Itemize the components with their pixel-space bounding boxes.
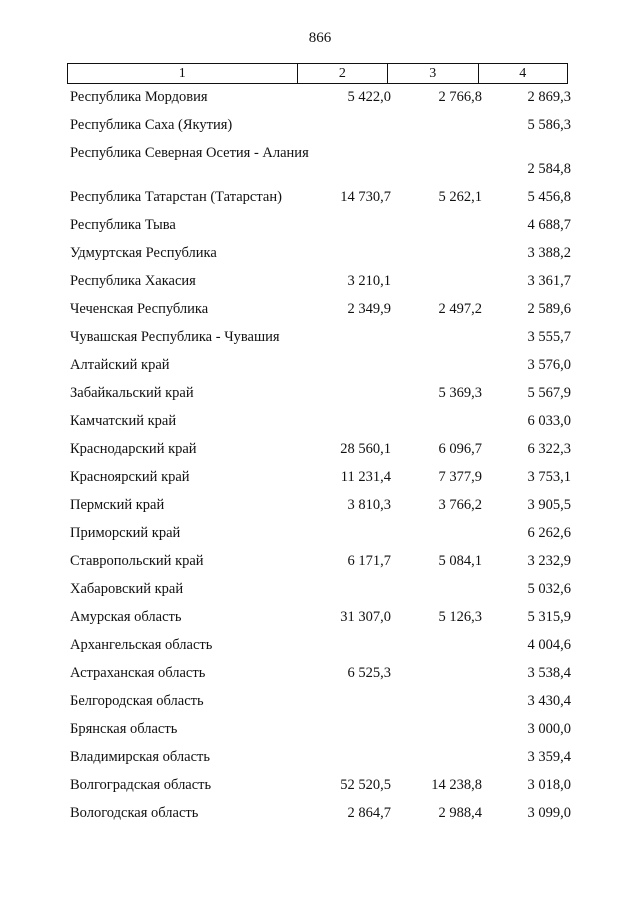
value-c2: 28 560,1 bbox=[340, 441, 391, 457]
value-c4: 3 232,9 bbox=[527, 553, 571, 569]
region-name: Астраханская область bbox=[70, 665, 206, 681]
value-c3: 5 369,3 bbox=[438, 385, 482, 401]
value-c2: 2 864,7 bbox=[347, 805, 391, 821]
table-row bbox=[0, 184, 640, 212]
value-c4: 3 361,7 bbox=[527, 273, 571, 289]
value-c2: 31 307,0 bbox=[340, 609, 391, 625]
value-c4: 6 322,3 bbox=[527, 441, 571, 457]
value-c3: 6 096,7 bbox=[438, 441, 482, 457]
value-c4: 5 567,9 bbox=[527, 385, 571, 401]
table-row bbox=[0, 492, 640, 520]
value-c4: 3 000,0 bbox=[527, 721, 571, 737]
value-c3: 5 126,3 bbox=[438, 609, 482, 625]
value-c4: 3 538,4 bbox=[527, 665, 571, 681]
table-row bbox=[0, 604, 640, 632]
value-c4: 6 262,6 bbox=[527, 525, 571, 541]
value-c4: 3 430,4 bbox=[527, 693, 571, 709]
value-c4: 3 359,4 bbox=[527, 749, 571, 765]
column-header-4: 4 bbox=[478, 64, 567, 84]
table-row bbox=[0, 744, 640, 772]
region-name: Республика Мордовия bbox=[70, 89, 208, 105]
value-c4: 3 905,5 bbox=[527, 497, 571, 513]
value-c2: 3 210,1 bbox=[347, 273, 391, 289]
value-c4: 2 869,3 bbox=[527, 89, 571, 105]
value-c3: 7 377,9 bbox=[438, 469, 482, 485]
value-c4: 3 099,0 bbox=[527, 805, 571, 821]
value-c3: 2 497,2 bbox=[438, 301, 482, 317]
table-row bbox=[0, 436, 640, 464]
value-c3: 14 238,8 bbox=[431, 777, 482, 793]
value-c4: 5 315,9 bbox=[527, 609, 571, 625]
value-c2: 11 231,4 bbox=[340, 469, 391, 485]
value-c2: 5 422,0 bbox=[347, 89, 391, 105]
value-c4: 3 753,1 bbox=[527, 469, 571, 485]
region-name: Пермский край bbox=[70, 497, 165, 513]
table-row bbox=[0, 632, 640, 660]
value-c3: 5 262,1 bbox=[438, 189, 482, 205]
table-row bbox=[0, 520, 640, 548]
region-name: Удмуртская Республика bbox=[70, 245, 217, 261]
table-row bbox=[0, 324, 640, 352]
region-name: Белгородская область bbox=[70, 693, 204, 709]
page-number: 866 bbox=[308, 30, 332, 46]
region-name: Алтайский край bbox=[70, 357, 170, 373]
table-row bbox=[0, 688, 640, 716]
region-name: Краснодарский край bbox=[70, 441, 197, 457]
region-name: Республика Саха (Якутия) bbox=[70, 117, 233, 133]
value-c4: 5 586,3 bbox=[527, 117, 571, 133]
region-name: Республика Хакасия bbox=[70, 273, 196, 289]
table-row bbox=[0, 380, 640, 408]
table-row bbox=[0, 240, 640, 268]
value-c4: 6 033,0 bbox=[527, 413, 571, 429]
value-c2: 2 349,9 bbox=[347, 301, 391, 317]
region-name: Чеченская Республика bbox=[70, 301, 209, 317]
value-c4: 3 555,7 bbox=[527, 329, 571, 345]
table-row bbox=[0, 548, 640, 576]
value-c4: 4 688,7 bbox=[527, 217, 571, 233]
region-name: Архангельская область bbox=[70, 637, 213, 653]
value-c3: 3 766,2 bbox=[438, 497, 482, 513]
value-c4: 3 388,2 bbox=[527, 245, 571, 261]
table-row bbox=[0, 140, 640, 184]
region-name: Чувашская Республика - Чувашия bbox=[70, 329, 280, 345]
region-name: Ставропольский край bbox=[70, 553, 204, 569]
value-c4: 2 584,8 bbox=[527, 161, 571, 177]
region-name: Амурская область bbox=[70, 609, 182, 625]
data-table bbox=[0, 84, 640, 828]
value-c2: 14 730,7 bbox=[340, 189, 391, 205]
column-header-3: 3 bbox=[388, 64, 478, 84]
table-row bbox=[0, 296, 640, 324]
value-c4: 3 576,0 bbox=[527, 357, 571, 373]
table-row bbox=[0, 716, 640, 744]
value-c2: 6 171,7 bbox=[347, 553, 391, 569]
table-row bbox=[0, 352, 640, 380]
value-c3: 5 084,1 bbox=[438, 553, 482, 569]
table-row bbox=[0, 464, 640, 492]
region-name: Забайкальский край bbox=[70, 385, 194, 401]
region-name: Республика Татарстан (Татарстан) bbox=[70, 189, 282, 205]
value-c3: 2 766,8 bbox=[438, 89, 482, 105]
table-row bbox=[0, 84, 640, 112]
column-header-row bbox=[68, 64, 568, 84]
region-name: Красноярский край bbox=[70, 469, 190, 485]
value-c4: 3 018,0 bbox=[527, 777, 571, 793]
value-c2: 3 810,3 bbox=[347, 497, 391, 513]
table-row bbox=[0, 660, 640, 688]
table-row bbox=[0, 112, 640, 140]
table-row bbox=[0, 800, 640, 828]
region-name: Хабаровский край bbox=[70, 581, 184, 597]
region-name: Республика Тыва bbox=[70, 217, 176, 233]
region-name: Волгоградская область bbox=[70, 777, 212, 793]
table-row bbox=[0, 268, 640, 296]
table-row bbox=[0, 772, 640, 800]
region-name: Камчатский край bbox=[70, 413, 177, 429]
value-c4: 5 456,8 bbox=[527, 189, 571, 205]
column-header-2: 2 bbox=[297, 64, 387, 84]
table-row bbox=[0, 212, 640, 240]
column-header-table bbox=[67, 63, 568, 84]
value-c3: 2 988,4 bbox=[438, 805, 482, 821]
region-name: Владимирская область bbox=[70, 749, 210, 765]
value-c2: 6 525,3 bbox=[347, 665, 391, 681]
table-row bbox=[0, 576, 640, 604]
region-name: Вологодская область bbox=[70, 805, 199, 821]
value-c2: 52 520,5 bbox=[340, 777, 391, 793]
region-name: Республика Северная Осетия - Алания bbox=[70, 145, 309, 161]
value-c4: 2 589,6 bbox=[527, 301, 571, 317]
table-row bbox=[0, 408, 640, 436]
column-header-1: 1 bbox=[68, 64, 298, 84]
value-c4: 4 004,6 bbox=[527, 637, 571, 653]
region-name: Брянская область bbox=[70, 721, 178, 737]
region-name: Приморский край bbox=[70, 525, 181, 541]
value-c4: 5 032,6 bbox=[527, 581, 571, 597]
